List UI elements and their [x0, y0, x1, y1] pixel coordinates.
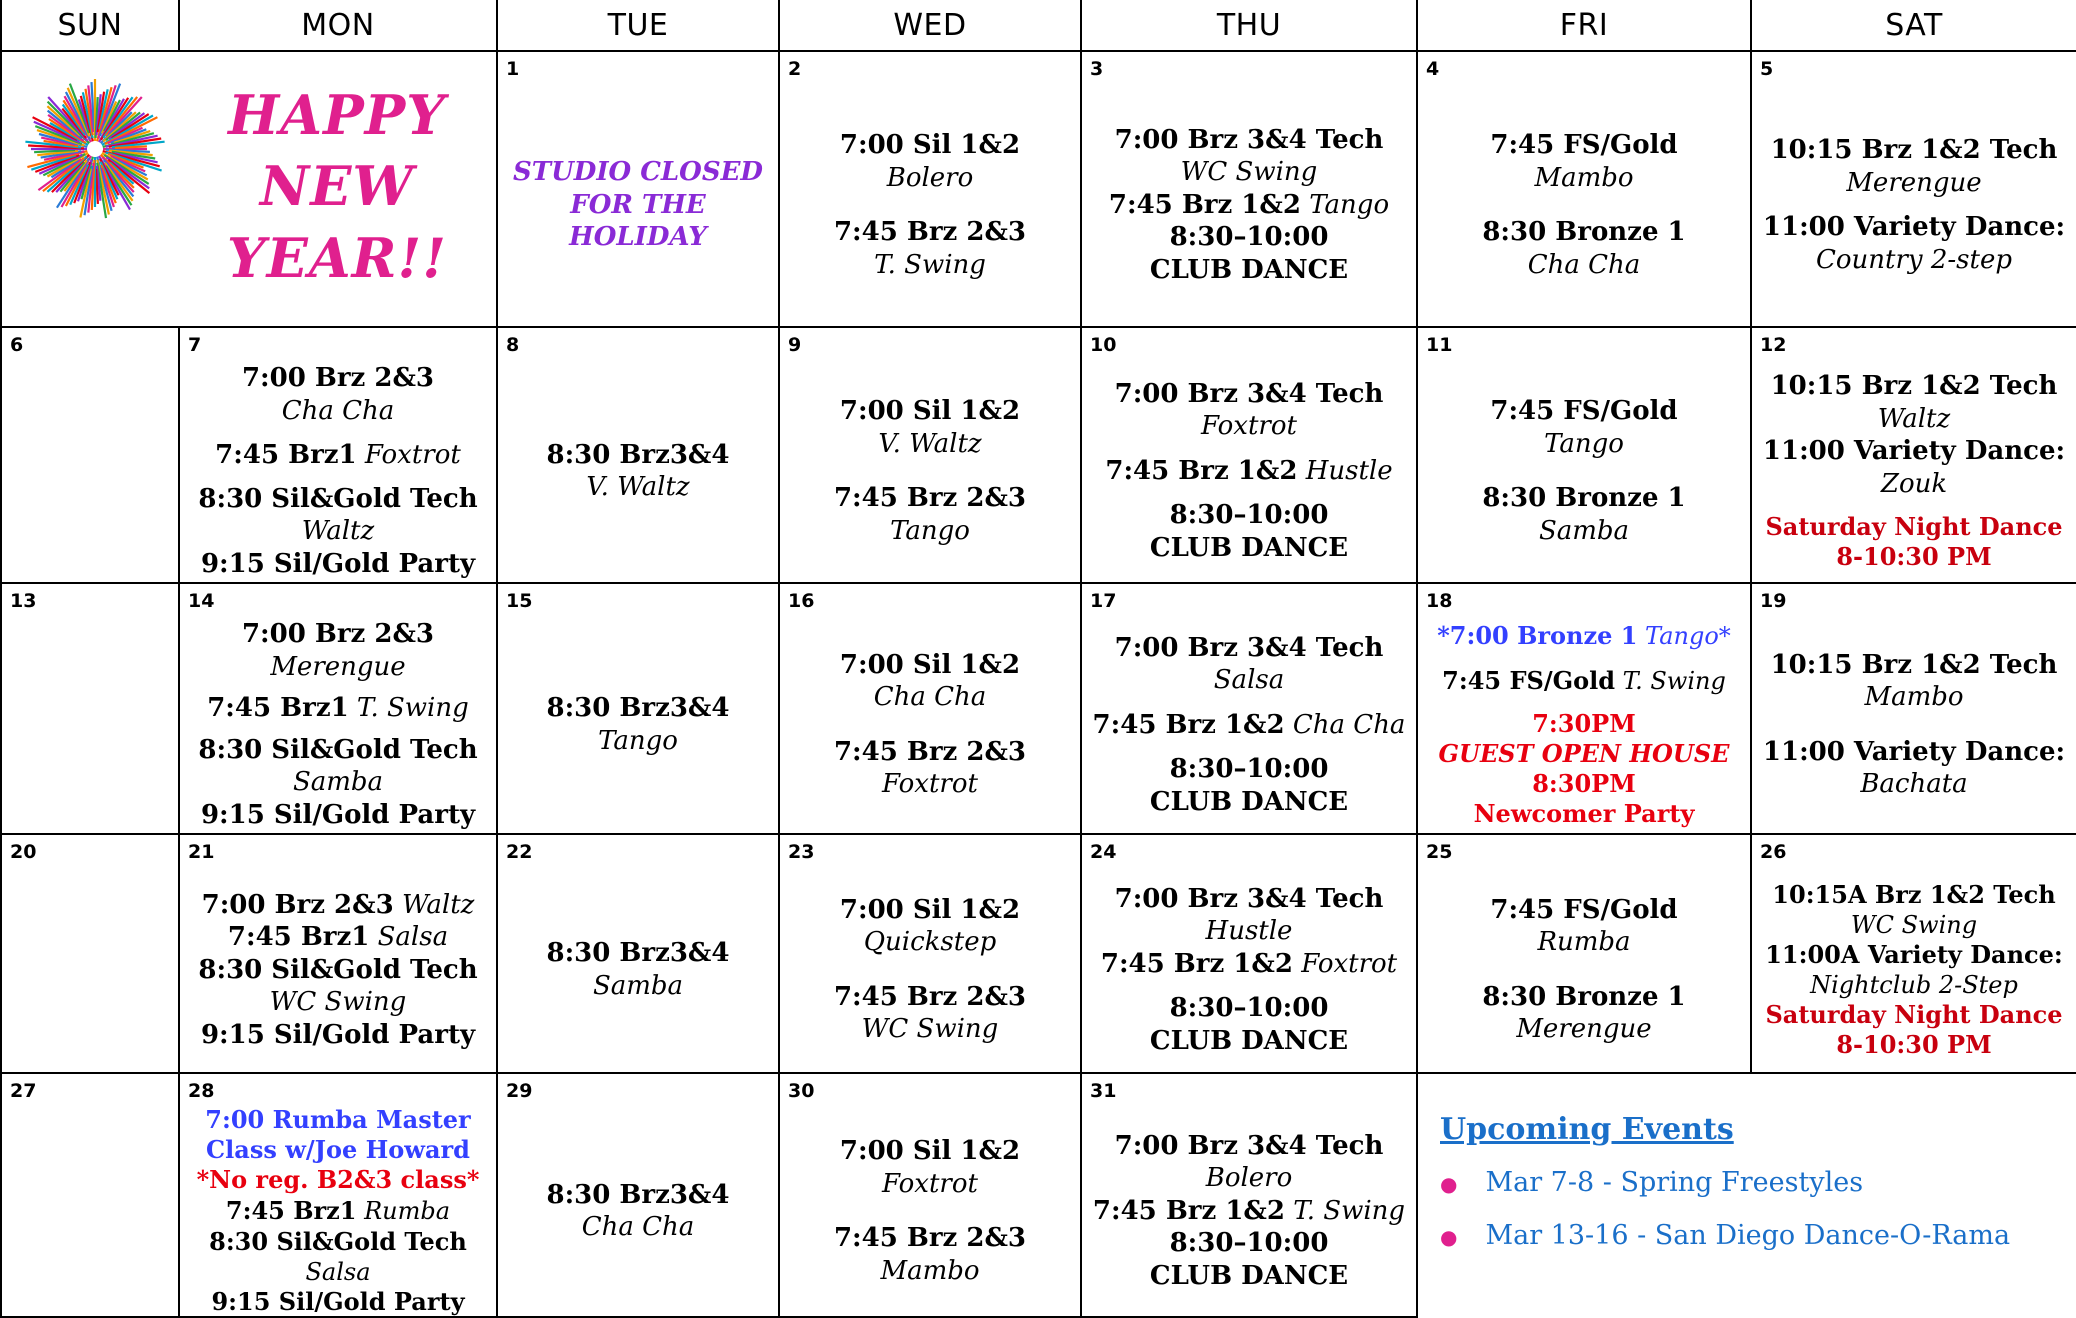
class-line: 7:30PM: [1532, 709, 1636, 739]
week-row: [1, 1073, 2076, 1317]
class-line: 7:00 Brz 3&4 Tech: [1114, 632, 1384, 663]
day-cell: [1081, 834, 1417, 1073]
weekday-tue: TUE: [497, 0, 779, 51]
day-cell: [1417, 327, 1751, 583]
class-line: Merengue: [270, 651, 406, 682]
class-line: Cha Cha: [281, 395, 395, 426]
class-line: CLUB DANCE: [1149, 1025, 1349, 1056]
class-line-part: 7:45 Brz1: [207, 693, 349, 724]
day-schedule: [1418, 86, 1750, 324]
class-line: 7:00 Sil 1&2: [839, 130, 1021, 161]
class-line-part: 7:00 Brz 2&3: [201, 889, 394, 920]
day-cell: [1751, 583, 2076, 834]
day-cell: [497, 834, 779, 1073]
day-cell: [779, 1073, 1081, 1317]
day-schedule: [180, 869, 496, 1070]
class-line: 8:30–10:00: [1169, 754, 1329, 785]
class-line: 7:00 Brz 3&4 Tech: [1114, 883, 1384, 914]
day-number: 8: [506, 334, 520, 357]
day-number: 20: [10, 841, 37, 864]
day-schedule: [1082, 618, 1416, 831]
day-schedule: [780, 618, 1080, 831]
class-line-part: Hustle: [1297, 455, 1393, 486]
day-number: 12: [1760, 334, 1787, 357]
day-schedule: [2, 1108, 178, 1314]
class-line-part: Tango*: [1637, 622, 1731, 651]
day-schedule: [780, 1108, 1080, 1314]
class-line: 8:30 Bronze 1: [1482, 981, 1686, 1012]
day-number: 27: [10, 1080, 37, 1103]
day-schedule: [780, 362, 1080, 580]
weekday-sat: SAT: [1751, 0, 2076, 51]
day-number: 29: [506, 1080, 533, 1103]
day-number: 21: [188, 841, 215, 864]
class-line: 7:45 Brz 2&3: [833, 736, 1027, 767]
class-line: 11:00 Variety Dance:: [1762, 212, 2066, 243]
class-line: WC Swing: [269, 987, 407, 1018]
class-line: 7:00 Sil 1&2: [839, 649, 1021, 680]
day-cell: [497, 1073, 779, 1317]
class-line: 8:30 Brz3&4: [546, 439, 730, 470]
day-cell: [779, 327, 1081, 583]
day-cell: [179, 834, 497, 1073]
class-line: 8-10:30 PM: [1836, 542, 1992, 572]
firework-burst-icon: [20, 74, 170, 224]
week-row: [1, 327, 2076, 583]
class-line: GUEST OPEN HOUSE: [1438, 739, 1730, 769]
class-line: 9:15 Sil/Gold Party: [211, 1287, 465, 1317]
day-number: 15: [506, 590, 533, 613]
day-schedule: [180, 1104, 496, 1317]
day-number: 2: [788, 58, 802, 80]
day-cell: [1417, 583, 1751, 834]
class-line: WC Swing: [1850, 910, 1978, 939]
class-line-part: Cha Cha: [1284, 709, 1406, 740]
class-line: 8:30 Sil&Gold Tech: [198, 954, 478, 985]
class-line: 7:45 Brz 2&3: [833, 483, 1027, 514]
class-line: 8:30 Brz3&4: [546, 1179, 730, 1210]
class-line: 8:30 Brz3&4: [546, 938, 730, 969]
class-line: Bolero: [1205, 1163, 1293, 1194]
class-line: CLUB DANCE: [1149, 254, 1349, 285]
day-schedule: [1082, 1108, 1416, 1314]
week-row: [1, 834, 2076, 1073]
day-number: 9: [788, 334, 802, 357]
class-line: Foxtrot: [882, 1168, 978, 1199]
class-line: 10:15 Brz 1&2 Tech: [1770, 371, 2058, 402]
day-schedule: [1082, 86, 1416, 324]
upcoming-events-title[interactable]: Upcoming Events: [1440, 1112, 1734, 1148]
day-cell: [179, 327, 497, 583]
class-line: CLUB DANCE: [1149, 786, 1349, 817]
day-schedule: [780, 869, 1080, 1070]
class-line: [215, 439, 461, 472]
class-line-part: 7:45 Brz 1&2: [1105, 455, 1298, 486]
class-line-part: 7:45 Brz 1&2: [1092, 709, 1285, 740]
class-line-part: 7:45 FS/Gold: [1442, 665, 1615, 695]
class-line-part: Rumba: [356, 1196, 451, 1225]
new-year-banner: [2, 52, 496, 326]
class-line: 8:30–10:00: [1169, 500, 1329, 531]
class-line: Zouk: [1880, 468, 1948, 499]
class-line: Merengue: [1846, 167, 1982, 198]
class-line: HOLIDAY: [569, 222, 707, 253]
class-line: 7:45 Brz 2&3: [833, 1223, 1027, 1254]
class-line: 7:00 Sil 1&2: [839, 396, 1021, 427]
day-number: 25: [1426, 841, 1453, 864]
class-line: 8:30 Sil&Gold Tech: [198, 483, 478, 514]
day-cell: [1, 327, 179, 583]
day-schedule: [1418, 618, 1750, 831]
class-line: 9:15 Sil/Gold Party: [200, 1019, 476, 1050]
day-schedule: [498, 618, 778, 831]
class-line: 7:00 Brz 2&3: [241, 363, 435, 394]
day-number: 19: [1760, 590, 1787, 613]
class-line: 11:00 Variety Dance:: [1762, 736, 2066, 767]
class-line: 7:45 FS/Gold: [1490, 396, 1678, 427]
class-line: 10:15A Brz 1&2 Tech: [1772, 879, 2056, 909]
class-line-part: Waltz: [393, 889, 475, 920]
class-line: Mambo: [880, 1255, 980, 1286]
bullet-icon: ●: [1440, 1171, 1458, 1196]
class-line: 7:45 Brz 2&3: [833, 981, 1027, 1012]
class-line: Samba: [292, 767, 384, 798]
class-line: Waltz: [301, 516, 375, 547]
class-line: 7:45 Brz 2&3: [833, 217, 1027, 248]
class-line: 8:30–10:00: [1169, 1228, 1329, 1259]
class-line: FOR THE: [570, 189, 706, 220]
day-number: 23: [788, 841, 815, 864]
class-line: [226, 1195, 450, 1228]
class-line: 8:30 Bronze 1: [1482, 217, 1686, 248]
class-line: Nightclub 2-Step: [1810, 970, 2018, 999]
day-cell: [1081, 1073, 1417, 1317]
class-line-part: T. Swing: [348, 693, 469, 724]
upcoming-events-list: [1440, 1167, 2010, 1251]
class-line: Bolero: [886, 162, 974, 193]
day-number: 5: [1760, 58, 1774, 80]
class-line-part: Foxtrot: [356, 439, 461, 470]
day-number: 10: [1090, 334, 1117, 357]
day-number: 26: [1760, 841, 1787, 864]
class-line: Hustle: [1205, 916, 1293, 947]
day-cell: [779, 583, 1081, 834]
day-number: 4: [1426, 58, 1440, 80]
class-line: Tango: [890, 515, 970, 546]
day-number: 24: [1090, 841, 1117, 864]
day-schedule: [1082, 869, 1416, 1070]
class-line-part: 7:45 Brz 1&2: [1100, 948, 1293, 979]
day-schedule: [498, 1108, 778, 1314]
class-line: Cha Cha: [581, 1212, 695, 1243]
day-number: 28: [188, 1080, 215, 1103]
day-schedule: [498, 362, 778, 580]
day-schedule: [1418, 362, 1750, 580]
day-cell: [1751, 834, 2076, 1073]
class-line: 11:00A Variety Dance:: [1765, 939, 2063, 969]
day-cell: [1, 1073, 179, 1317]
day-schedule: [2, 618, 178, 831]
class-line: 7:00 Sil 1&2: [839, 1136, 1021, 1167]
class-line: Samba: [592, 970, 684, 1001]
day-schedule: [2, 869, 178, 1070]
class-line: Waltz: [1877, 403, 1951, 434]
class-line-part: 7:45 Brz1: [227, 922, 370, 953]
class-line-part: *7:00 Bronze 1: [1437, 621, 1638, 651]
day-cell: [779, 51, 1081, 327]
class-line: 7:00 Brz 3&4 Tech: [1114, 124, 1384, 155]
class-line: Salsa: [1213, 665, 1285, 696]
day-cell: [1417, 834, 1751, 1073]
weekday-fri: FRI: [1417, 0, 1751, 51]
class-line: 8:30 Bronze 1: [1482, 483, 1686, 514]
event-item[interactable]: ● Mar 13-16 - San Diego Dance-O-Rama: [1440, 1220, 2011, 1252]
class-line-part: 7:45 Brz1: [215, 439, 357, 470]
class-line: Rumba: [1537, 927, 1631, 958]
class-line: [1093, 1195, 1405, 1228]
day-schedule: [2, 362, 178, 580]
day-cell: [1751, 51, 2076, 327]
day-number: 31: [1090, 1080, 1117, 1103]
day-number: 6: [10, 334, 24, 357]
class-line: 7:45 FS/Gold: [1490, 894, 1678, 925]
class-line: Saturday Night Dance: [1765, 512, 2063, 542]
class-line: Bachata: [1860, 769, 1968, 800]
class-line: Foxtrot: [1201, 411, 1297, 442]
class-line: [1105, 455, 1392, 488]
class-line: 7:00 Brz 2&3: [241, 619, 435, 650]
day-number: 13: [10, 590, 37, 613]
day-schedule: [498, 86, 778, 324]
weekday-header-row: [1, 0, 2076, 51]
class-line: [207, 692, 469, 725]
class-line: Foxtrot: [882, 769, 978, 800]
day-schedule: [180, 362, 496, 580]
class-line: 10:15 Brz 1&2 Tech: [1770, 135, 2058, 166]
class-line: Tango: [1544, 428, 1624, 459]
day-number: 11: [1426, 334, 1453, 357]
day-schedule: [1752, 869, 2076, 1070]
class-line: 9:15 Sil/Gold Party: [200, 799, 476, 830]
day-cell: [1081, 51, 1417, 327]
class-line: Cha Cha: [1527, 249, 1641, 280]
class-line: 7:00 Rumba Master: [205, 1104, 471, 1134]
day-cell: [497, 51, 779, 327]
class-line: 8:30–10:00: [1169, 222, 1329, 253]
class-line: Quickstep: [863, 927, 997, 958]
day-cell: [1, 834, 179, 1073]
weekday-wed: WED: [779, 0, 1081, 51]
event-item[interactable]: ● Mar 7-8 - Spring Freestyles: [1440, 1167, 1864, 1199]
class-line: 9:15 Sil/Gold Party: [200, 548, 476, 579]
class-line: [1101, 948, 1397, 981]
class-line: STUDIO CLOSED: [513, 157, 763, 188]
class-line: [1093, 709, 1406, 742]
class-line: [202, 889, 475, 922]
day-cell: [1081, 327, 1417, 583]
class-line-part: Salsa: [369, 922, 449, 953]
class-line-part: Tango: [1300, 189, 1390, 220]
week-row: [1, 51, 2076, 327]
class-line: *No reg. B2&3 class*: [196, 1164, 480, 1194]
class-line: [1109, 189, 1389, 222]
day-cell: [179, 583, 497, 834]
class-line: 7:00 Brz 3&4 Tech: [1114, 378, 1384, 409]
class-line: V. Waltz: [586, 472, 690, 503]
class-line: Cha Cha: [873, 682, 987, 713]
class-line: Country 2-step: [1815, 244, 2012, 275]
day-number: 1: [506, 58, 520, 80]
day-schedule: [1752, 86, 2076, 324]
day-number: 18: [1426, 590, 1453, 613]
class-line-part: 7:45 Brz 1&2: [1092, 1195, 1285, 1226]
class-line: CLUB DANCE: [1149, 532, 1349, 563]
upcoming-events: [1440, 1112, 2010, 1273]
class-line: [1437, 620, 1731, 653]
class-line: T. Swing: [874, 249, 986, 280]
class-line: 7:00 Brz 3&4 Tech: [1114, 1130, 1384, 1161]
day-schedule: [498, 869, 778, 1070]
day-schedule: [1418, 869, 1750, 1070]
class-line: 8:30 Sil&Gold Tech: [198, 734, 478, 765]
day-cell: [1417, 51, 1751, 327]
weekday-mon: MON: [179, 0, 497, 51]
day-number: 14: [188, 590, 215, 613]
class-line: 8:30PM: [1532, 769, 1636, 799]
class-line: Newcomer Party: [1473, 799, 1695, 829]
weekday-sun: SUN: [1, 0, 179, 51]
day-cell: [1, 583, 179, 834]
day-number: 3: [1090, 58, 1104, 80]
day-schedule: [1752, 618, 2076, 831]
class-line: Mambo: [1864, 682, 1964, 713]
bullet-icon: ●: [1440, 1224, 1458, 1249]
happy-new-year-text: HAPPY NEW YEAR!!: [227, 83, 447, 290]
class-line: [1442, 665, 1726, 698]
class-line: Class w/Joe Howard: [206, 1134, 470, 1164]
class-line: 8:30 Brz3&4: [546, 693, 730, 724]
day-number: 16: [788, 590, 815, 613]
class-line-part: T. Swing: [1615, 666, 1726, 695]
class-line: Tango: [598, 725, 678, 756]
day-number: 30: [788, 1080, 815, 1103]
day-number: 7: [188, 334, 202, 357]
day-schedule: [780, 86, 1080, 324]
day-schedule: [1082, 362, 1416, 580]
day-cell: [779, 834, 1081, 1073]
day-schedule: [1752, 362, 2076, 580]
new-year-banner-cell: [1, 51, 497, 327]
class-line: 8:30–10:00: [1169, 993, 1329, 1024]
class-line: V. Waltz: [878, 428, 982, 459]
class-line-part: Foxtrot: [1292, 948, 1398, 979]
class-line-part: 7:45 Brz 1&2: [1108, 189, 1301, 220]
class-line: WC Swing: [1180, 157, 1318, 188]
class-line: Samba: [1538, 515, 1630, 546]
calendar-body: [1, 51, 2076, 1317]
day-cell: [497, 327, 779, 583]
class-line: Mambo: [1534, 162, 1634, 193]
class-line: Salsa: [305, 1258, 371, 1287]
class-line: 8:30 Sil&Gold Tech: [209, 1227, 467, 1257]
day-number: 17: [1090, 590, 1117, 613]
class-line: Merengue: [1516, 1014, 1652, 1045]
day-cell: [1751, 327, 2076, 583]
class-line-part: 7:45 Brz1: [225, 1195, 357, 1225]
class-line: 8-10:30 PM: [1836, 1029, 1992, 1059]
weekday-thu: THU: [1081, 0, 1417, 51]
day-cell: [1081, 583, 1417, 834]
day-number: 22: [506, 841, 533, 864]
class-line: CLUB DANCE: [1149, 1260, 1349, 1291]
upcoming-events-cell: [1417, 1073, 2076, 1317]
class-line: 7:00 Sil 1&2: [839, 894, 1021, 925]
class-line: [228, 921, 448, 954]
day-cell: [179, 1073, 497, 1317]
class-line: 10:15 Brz 1&2 Tech: [1770, 649, 2058, 680]
day-cell: [497, 583, 779, 834]
class-line: Saturday Night Dance: [1765, 999, 2063, 1029]
class-line: 11:00 Variety Dance:: [1762, 436, 2066, 467]
class-line: 7:45 FS/Gold: [1490, 130, 1678, 161]
week-row: [1, 583, 2076, 834]
day-schedule: [180, 618, 496, 831]
class-line-part: T. Swing: [1284, 1195, 1406, 1226]
class-line: WC Swing: [861, 1014, 999, 1045]
